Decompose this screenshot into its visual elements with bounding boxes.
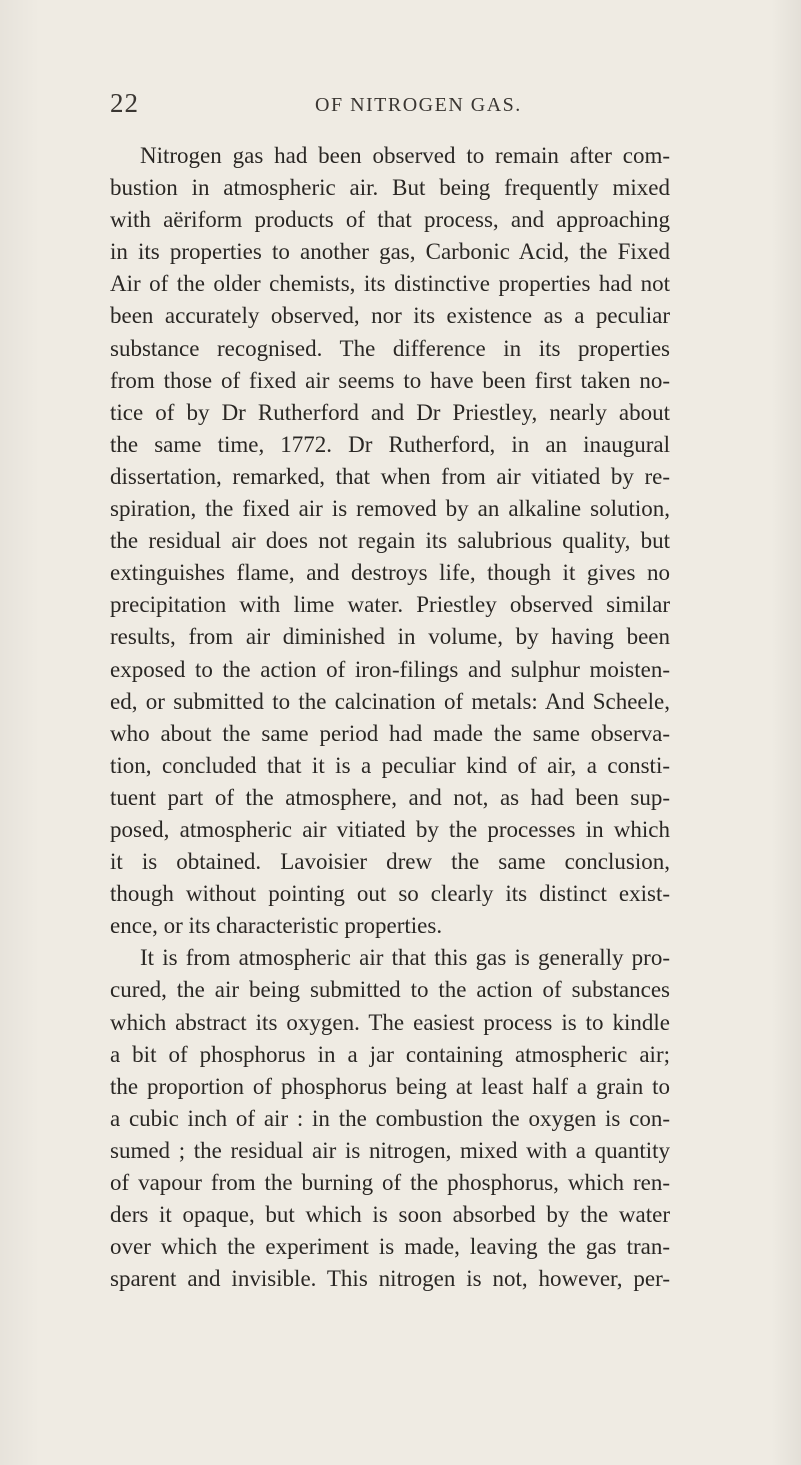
text-line: It is from atmospheric air that this gas is generally pro- [140,945,670,971]
text-line: who about the same period had made the same observa- [110,720,670,746]
text-line: substance recognised. The difference in its properties [110,335,670,361]
text-line: sparent and invisible. This nitrogen is not, however, per- [110,1266,670,1292]
running-head: OF NITROGEN GAS. [315,94,522,116]
text-line: tion, concluded that it is a peculiar kind of air, a consti- [110,752,670,778]
text-line: been accurately observed, nor its existence as a peculiar [110,303,670,329]
text-line: ence, or its characteristic properties. [110,913,443,939]
text-line: Air of the older chemists, its distinctive properties had not [110,271,670,297]
text-line: which abstract its oxygen. The easiest process is to kindle [110,1009,670,1035]
text-line: ders it opaque, but which is soon absorbed by the water [110,1202,670,1228]
text-line: cured, the air being submitted to the action of substances [110,977,670,1003]
page-header [110,88,670,128]
text-line: with aëriform products of that process, and approaching [110,207,670,233]
text-line: sumed ; the residual air is nitrogen, mixed with a quantity [110,1137,670,1163]
text-line: though without pointing out so clearly its distinct exist- [110,881,670,907]
text-line: the residual air does not regain its salubrious quality, but [110,528,670,554]
text-line: a cubic inch of air : in the combustion the oxygen is con- [110,1105,670,1131]
text-line: ed, or submitted to the calcination of metals: And Scheele, [110,688,670,714]
text-line: it is obtained. Lavoisier drew the same conclusion, [110,849,670,875]
text-line: bustion in atmospheric air. But being frequently mixed [110,175,670,201]
text-line: over which the experiment is made, leaving the gas tran- [110,1234,670,1260]
text-line: tuent part of the atmosphere, and not, as had been sup- [110,784,670,810]
text-line: the proportion of phosphorus being at least half a grain to [110,1073,670,1099]
body-text [110,140,670,1295]
page-number: 22 [110,88,139,118]
text-line: from those of fixed air seems to have been first taken no- [110,367,670,393]
text-line: precipitation with lime water. Priestley observed similar [110,592,670,618]
text-line: a bit of phosphorus in a jar containing atmospheric air; [110,1041,670,1067]
text-line: extinguishes flame, and destroys life, though it gives no [110,560,670,586]
text-line: Nitrogen gas had been observed to remain after com- [140,143,670,168]
text-line: posed, atmospheric air vitiated by the processes in which [110,816,670,842]
text-line: tice of by Dr Rutherford and Dr Priestley, nearly about [110,399,670,425]
text-line: the same time, 1772. Dr Rutherford, in an inaugural [110,431,670,457]
text-line: spiration, the fixed air is removed by an alkaline solution, [110,496,670,522]
text-line: results, from air diminished in volume, by having been [110,624,670,650]
text-line: in its properties to another gas, Carbonic Acid, the Fixed [110,239,670,265]
text-line: exposed to the action of iron-filings and sulphur moisten- [110,656,670,682]
text-line: of vapour from the burning of the phosphorus, which ren- [110,1170,670,1195]
text-line: dissertation, remarked, that when from air vitiated by re- [110,463,670,489]
